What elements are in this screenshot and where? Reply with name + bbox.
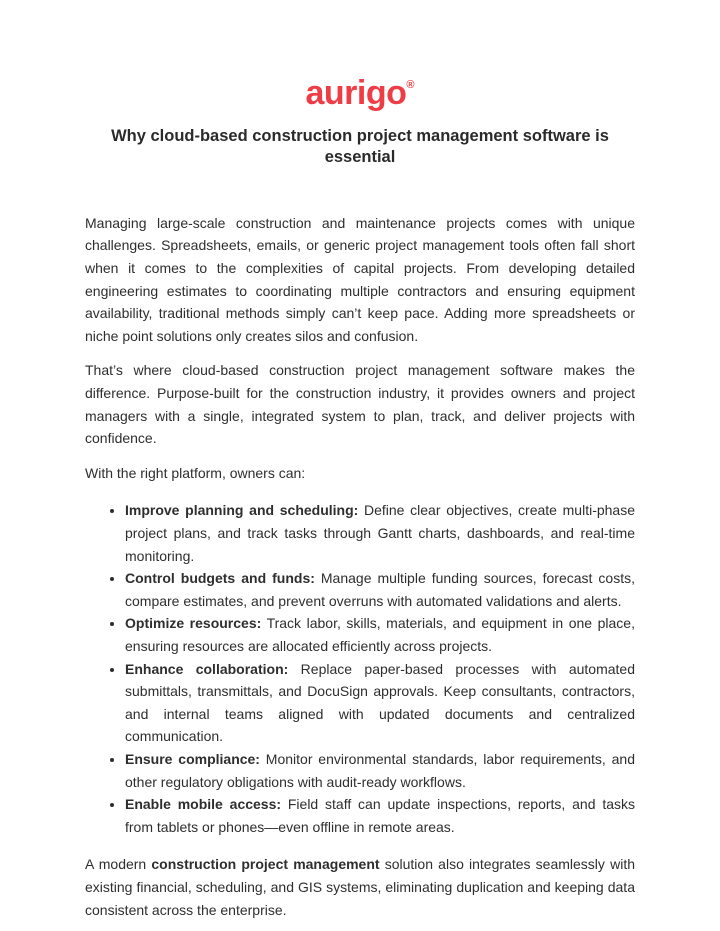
paragraph-list-lead: With the right platform, owners can:: [85, 464, 306, 481]
document-body: [85, 212, 635, 921]
bullet-label: Improve planning and scheduling:: [125, 502, 359, 519]
bullet-label: Optimize resources:: [125, 615, 262, 632]
bullet-label: Ensure compliance:: [125, 750, 260, 767]
benefits-list: [85, 499, 635, 838]
bullet-text: Track labor, skills, materials, and equipment in one place, ensuring resources are allocated efficiently across projects.: [125, 615, 635, 654]
bullet-text: Manage multiple funding sources, forecast costs, compare estimates, and prevent overruns with automated validations and alerts.: [125, 570, 635, 609]
bullet-text: Monitor environmental standards, labor requirements, and other regulatory obligations with audit-ready workflows.: [125, 750, 635, 790]
logo-text: aurigo: [305, 74, 407, 112]
paragraph-intro: Managing large-scale construction and maintenance projects comes with unique challenges. Spreadsheets, emails, or generic project management tools often fall short when it comes to the complexities of capital projects. From developing detailed engineering estimates to coordinating multiple contractors and ensuring equipment availability, traditional methods simply can’t keep pace. Adding more spreadsheets or niche point solutions only creates silos and confusion.: [85, 214, 635, 344]
list-item-mobile: [125, 793, 635, 838]
list-item-collaboration: [125, 658, 635, 748]
paragraph-closing: [85, 853, 635, 921]
list-item-budgets: [125, 567, 635, 612]
closing-post: solution also integrates seamlessly with existing financial, scheduling, and GIS systems, eliminating duplication and keeping data consistent across the enterprise.: [85, 856, 635, 918]
closing-pre: A modern: [85, 856, 152, 873]
registered-trademark-symbol: ®: [406, 79, 415, 91]
closing-bold: construction project management: [151, 856, 380, 873]
bullet-text: Replace paper-based processes with automated submittals, transmittals, and DocuSign approvals. Keep consultants, contractors, and internal teams aligned with updated documents and centralized communication.: [125, 660, 635, 745]
document-page: [85, 0, 635, 921]
paragraph-solution: That’s where cloud-based construction project management software makes the difference. Purpose-built for the construction industry, it provides owners and project managers with a single, integrated system to plan, track, and deliver projects with confidence.: [85, 362, 635, 447]
list-item-planning: [125, 499, 635, 567]
aurigo-logo: [85, 76, 635, 110]
bullet-text: Define clear objectives, create multi-phase project plans, and track tasks through Gantt charts, dashboards, and real-time monitoring.: [125, 502, 635, 564]
bullet-label: Control budgets and funds:: [125, 570, 315, 587]
list-item-resources: [125, 612, 635, 657]
list-item-compliance: [125, 748, 635, 793]
bullet-text: Field staff can update inspections, reports, and tasks from tablets or phones—even offline in remote areas.: [125, 796, 635, 835]
page-title: Why cloud-based construction project management software is essential: [111, 127, 609, 167]
bullet-label: Enable mobile access:: [125, 796, 282, 813]
bullet-label: Enhance collaboration:: [125, 660, 289, 677]
